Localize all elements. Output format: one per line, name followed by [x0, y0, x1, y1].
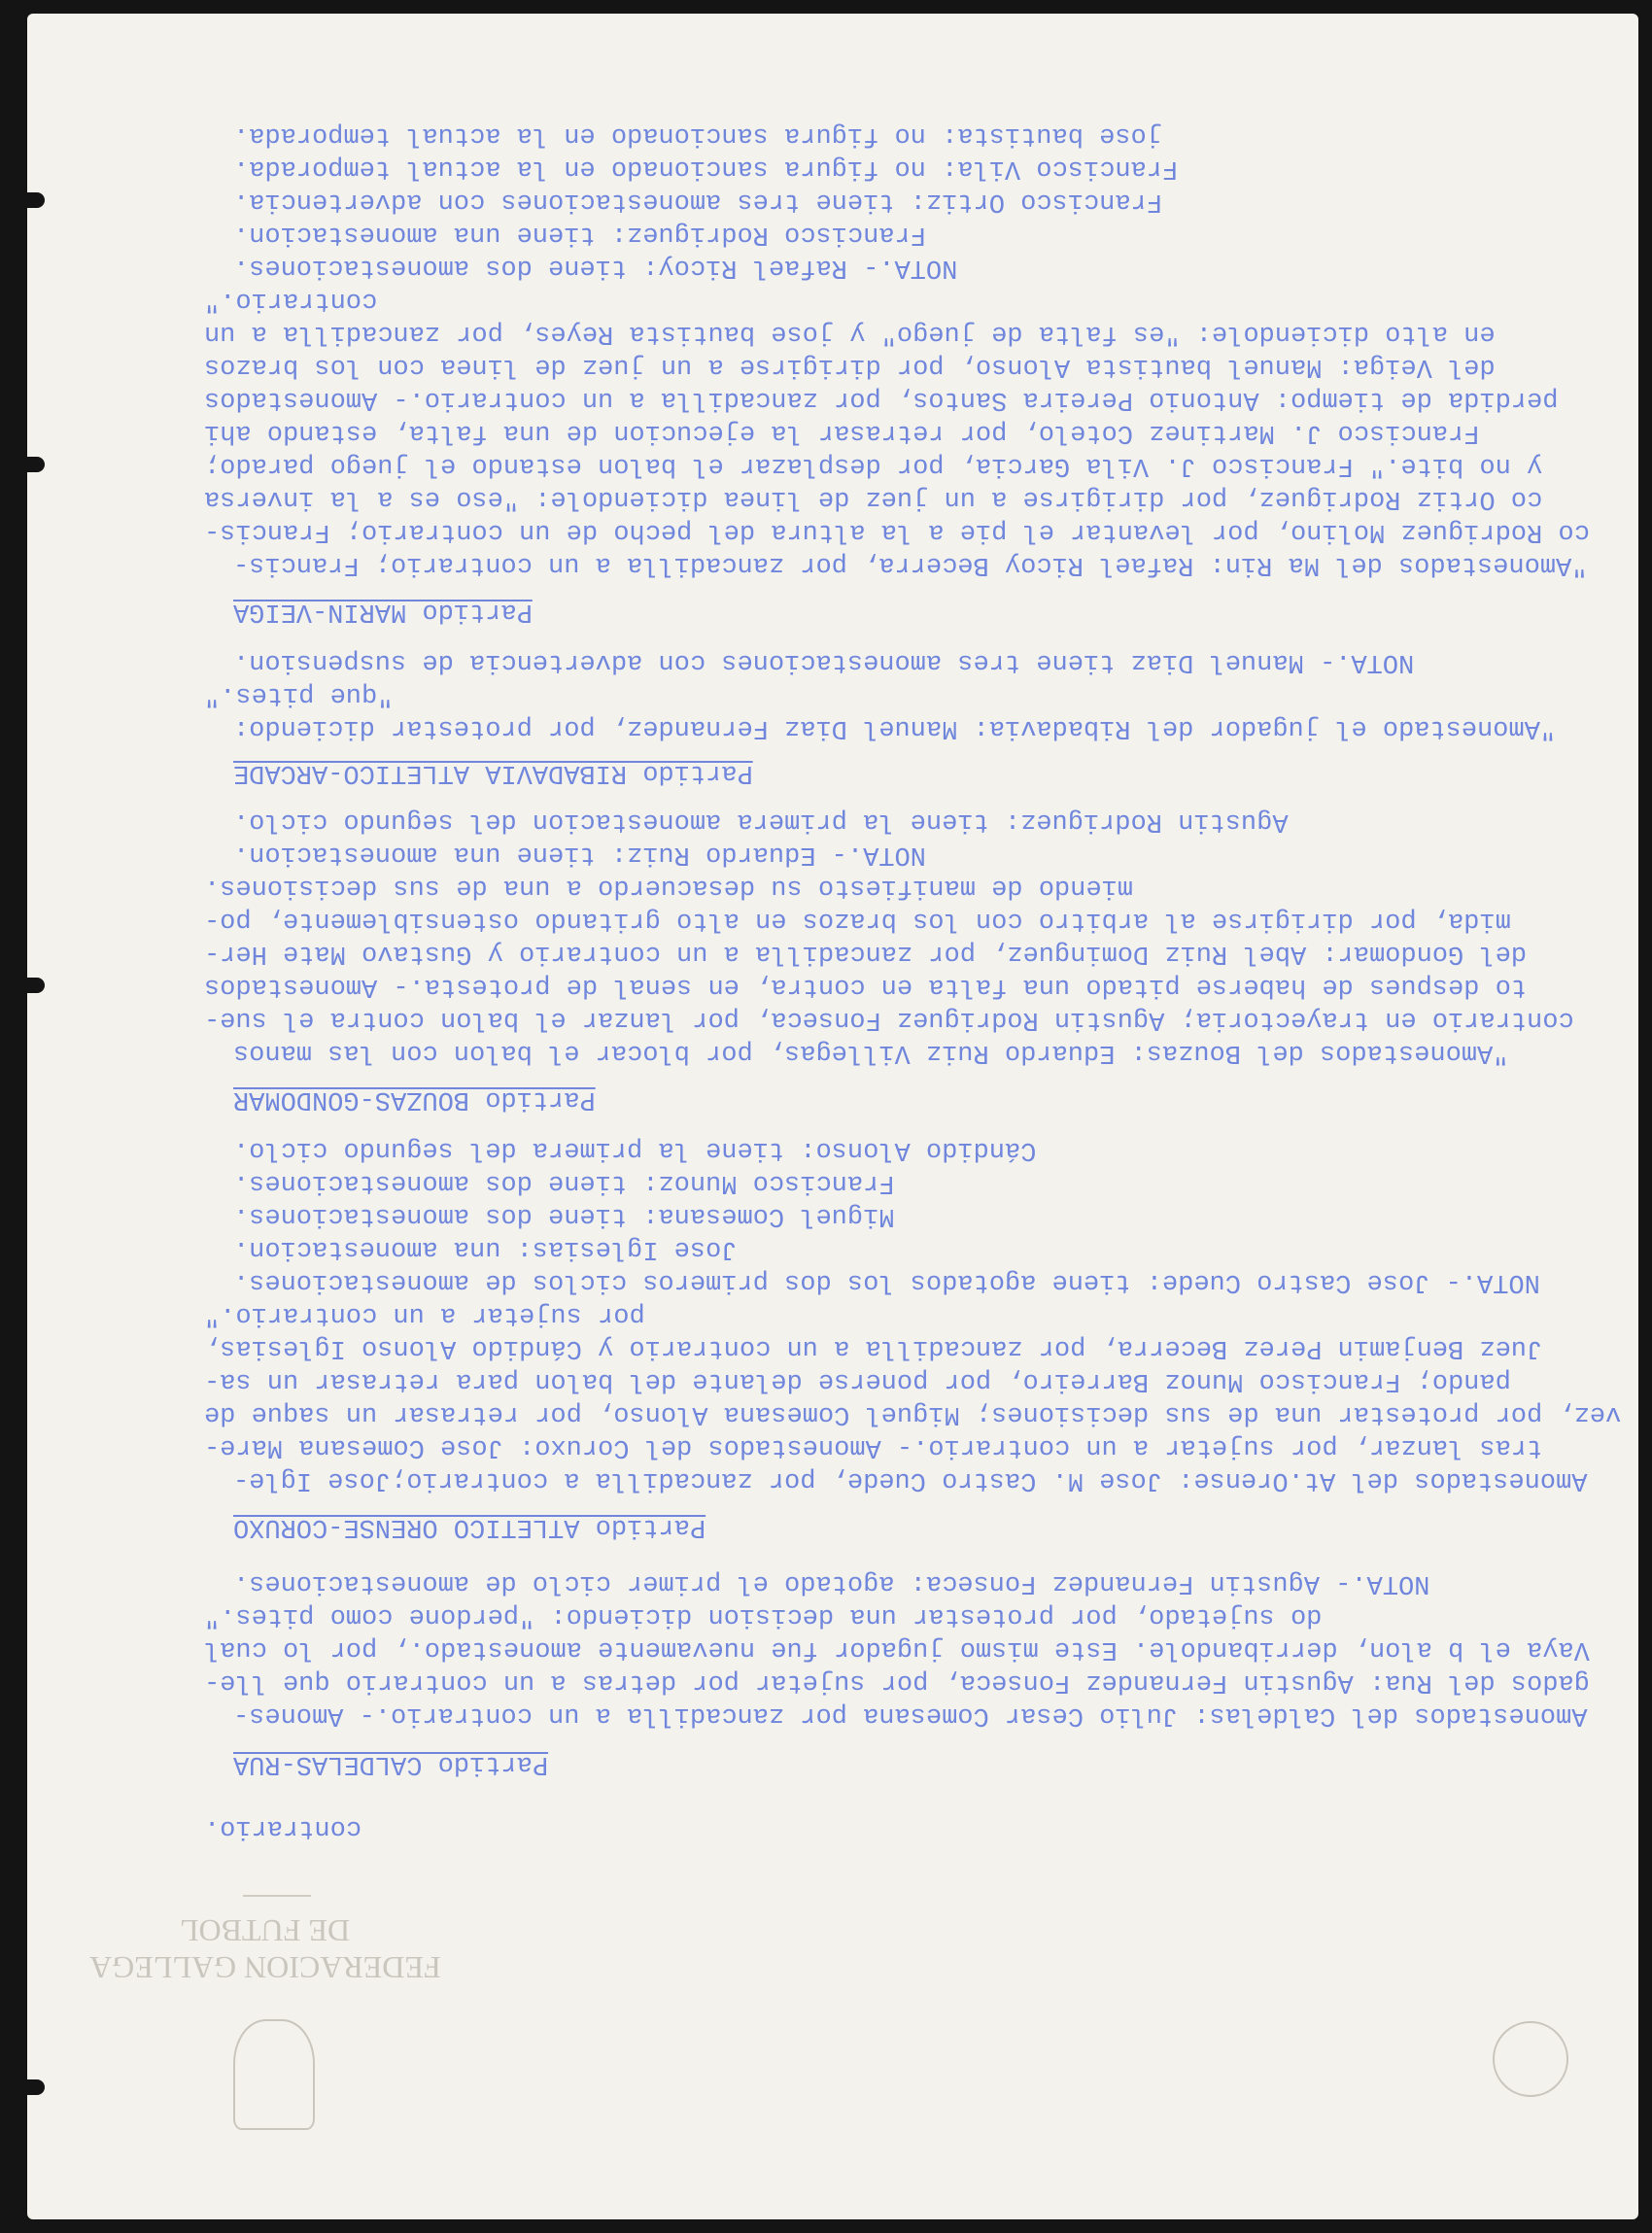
text-line: pando; Francisco Munoz Barreiro, por ponerse delante del balon para retrasar un sa-: [204, 1366, 1511, 1395]
text-line: gados del Rua: Agustin Fernandez Fonseca, por sujetar por detras a un contrario que lle-: [204, 1667, 1590, 1697]
text-line: en alto diciendole: "es falta de juego" y jose bautista Reyes, por zancadilla a un: [204, 319, 1496, 348]
federation-stamp-line2: DE FUTBOL: [180, 1913, 351, 1948]
text-line: Francisco Ortiz: tiene tres amonestaciones con advertencia.: [233, 187, 1162, 216]
text-line: NOTA.- Jose Castro Cuede: tiene agotados los dos primeros ciclos de amonestaciones.: [233, 1267, 1540, 1296]
section-heading: Partido BOUZAS-GONDOMAR: [233, 1084, 596, 1114]
emblem-watermark-right: [1493, 2021, 1568, 2097]
section-heading: Partido RIBADAVIA ATLETICO-ARCADE: [233, 758, 753, 787]
text-line: Juez Benjamin Perez Becerra, por zancadilla a un contrario y Cándido Alonso Iglesias,: [204, 1333, 1543, 1362]
text-line: Francisco Munoz: tiene dos amonestaciones.: [233, 1168, 895, 1197]
text-line: del Veiga: Manuel bautista Alonso, por dirigirse a un juez de linea con los brazos: [204, 352, 1496, 381]
text-line: Cándido Alonso: tiene la primera del segundo ciclo.: [233, 1135, 1037, 1164]
text-line: contrario en trayectoria; Agustin Rodriguez Fonseca, por lanzar el balon contra el sue-: [204, 1005, 1574, 1034]
text-line: del Gondomar: Abel Ruiz Dominguez, por zancadilla a un contrario y Gustavo Mate Her-: [204, 939, 1528, 968]
text-line: Francisco Rodriguez: tiene una amonestacion.: [233, 220, 926, 249]
text-line: "Amonestado el jugador del Ribadavia: Manuel Diaz Fernandez, por protestar diciendo:: [233, 713, 1557, 742]
text-line: NOTA.- Agustin Fernandez Fonseca: agotado el primer ciclo de amonestaciones.: [233, 1568, 1430, 1597]
section-heading: Partido ATLETICO ORENSE-CORUXO: [233, 1512, 706, 1541]
text-line: Vaya el b alon, derribandole. Este mismo jugador fue nuevamente amonestado., por lo cual: [204, 1634, 1590, 1664]
federation-stamp-line1: FEDERACION GALLEGA: [89, 1950, 441, 1985]
stamp-rule: [243, 1895, 311, 1897]
text-line: NOTA.- Manuel Diaz tiene tres amonestaciones con advertencia de suspension.: [233, 647, 1415, 676]
text-line: Agustin Rodriguez: tiene la primera amonestacion del segundo ciclo.: [233, 807, 1289, 836]
section-heading: Partido CALDELAS-RUA: [233, 1749, 549, 1778]
text-line: mida, por dirigirse al arbitro con los brazos en alto gritando ostensiblemente, po-: [204, 906, 1511, 935]
text-line: perdida de tiempo: Antonio Pereira Santos, por zancadilla a un contrario.- Amonestados: [204, 385, 1559, 414]
text-line: Jose Iglesias: una amonestacion.: [233, 1234, 738, 1263]
text-line: co Rodriguez Molino, por levantar el pie a la altura del pecho de un contrario; Francis-: [204, 517, 1590, 546]
text-line: Francisco Vila: no figura sancionado en la actual temporada.: [233, 154, 1179, 183]
text-line: contrario.: [204, 1813, 362, 1842]
text-line: por sujetar a un contrario.": [204, 1300, 645, 1329]
text-line: do sujetado, por protestar una decision diciendo: "perdone como pites.": [204, 1601, 1323, 1631]
text-line: tras lanzar, por sujetar a un contrario.- Amonestados del Coruxo: Jose Comesana Mare-: [204, 1432, 1543, 1461]
emblem-watermark-left: [233, 2019, 315, 2130]
text-line: Francisco J. Martinez Cotelo, por retrasar la ejecucion de una falta, estando ahi: [204, 418, 1480, 447]
text-line: co Ortiz Rodriguez, por dirigirse a un juez de linea diciendole: "eso es a la inversa: [204, 484, 1543, 513]
text-line: vez, por protestar una de sus decisiones; Miguel Comesana Alonso, por retrasar un saque de: [204, 1399, 1622, 1428]
section-heading: Partido MARIN-VEIGA: [233, 597, 533, 626]
text-line: NOTA.- Eduardo Ruiz: tiene una amonestacion.: [233, 840, 926, 869]
text-line: Amonestados del Caldelas: Julio Cesar Comesana por zancadilla a un contrario.- Amones-: [233, 1701, 1588, 1730]
text-line: jose bautista: no figura sancionado en la actual temporada.: [233, 120, 1162, 150]
text-line: miendo de manifiesto su desacuerdo a una de sus decisiones.: [204, 873, 1133, 902]
text-line: "Amonestados del Bouzas: Eduardo Ruiz Villegas, por blocar el balon con las manos: [233, 1038, 1509, 1067]
text-line: y no bite." Francisco J. Vila Garcia, por desplazar el balon estando el juego parado;: [204, 451, 1543, 480]
text-line: Amonestados del At.Orense: Jose M. Castro Cuede, por zancadilla a contrario;Jose Igle-: [233, 1465, 1588, 1494]
text-line: to despues de haberse pitado una falta en contra, en senal de protesta.- Amonestados: [204, 972, 1528, 1001]
text-line: NOTA.- Rafael Ricoy: tiene dos amonestaciones.: [233, 253, 958, 282]
text-line: "Amonestados del Ma Rin: Rafael Ricoy Becerra, por zancadilla a un contrario; Francis-: [233, 550, 1588, 579]
text-line: "que pites.": [204, 680, 394, 709]
text-line: Miguel Comesana: tiene dos amonestaciones.: [233, 1201, 895, 1230]
text-line: contrario.": [204, 286, 378, 315]
